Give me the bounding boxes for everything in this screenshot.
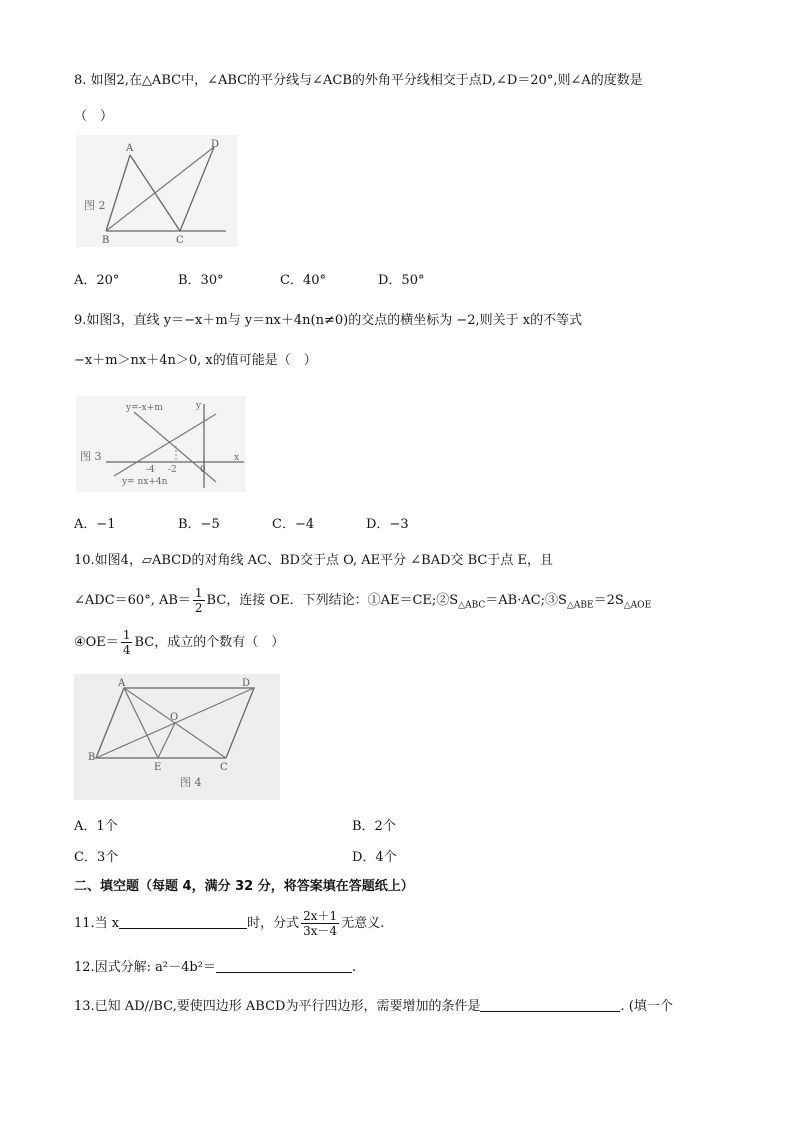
sub-abc: △ABC <box>458 600 486 611</box>
q11-suffix: 无意义. <box>341 916 385 931</box>
q10-option-a[interactable]: A．1个 <box>74 819 118 834</box>
q13-answer-blank[interactable] <box>480 997 620 1012</box>
q10-stem2 <box>74 586 651 621</box>
q9-option-d[interactable]: D．−3 <box>366 517 409 532</box>
label-O: O <box>170 712 179 723</box>
q11-prefix: 11.当 x <box>74 916 120 931</box>
q12-prefix: 12.因式分解: a²－4b²＝ <box>74 960 216 975</box>
tick-minus4: -4 <box>146 465 155 475</box>
q10-option-c[interactable]: C．3个 <box>74 850 119 865</box>
q9-stem: 9.如图3，直线 y＝−x＋m与 y＝nx＋4n(n≠0)的交点的横坐标为 −2,则关于 x的不等式 <box>74 313 583 328</box>
q10-stem2-a: ∠ADC＝60°, AB＝ <box>74 593 191 608</box>
label-D: D <box>211 139 220 150</box>
figure-2 <box>76 135 238 247</box>
tick-origin: 0 <box>200 465 206 475</box>
q10-stem3 <box>74 628 284 658</box>
q10-stem2-c: ＝AB·AC;③S <box>485 593 567 608</box>
figure-3-caption: 图 3 <box>80 450 102 463</box>
q8-option-c[interactable]: C．40° <box>280 273 326 288</box>
q9-option-c[interactable]: C．−4 <box>272 517 315 532</box>
figure-3 <box>76 396 246 492</box>
figure-2-caption: 图 2 <box>84 199 106 212</box>
label-A: A <box>118 678 126 689</box>
figure-4-caption: 图 4 <box>180 776 202 789</box>
q13-prefix: 13.已知 AD//BC,要使四边形 ABCD为平行四边形，需要增加的条件是 <box>74 999 481 1014</box>
label-A: A <box>126 143 134 154</box>
label-B: B <box>102 235 110 246</box>
figure-4-drawing <box>74 674 280 800</box>
figure-4 <box>74 674 280 800</box>
fraction-one-half: $\frac{1}{2}$ <box>194 586 203 615</box>
q10-stem2-b: BC，连接 OE．下列结论：①AE＝CE;②S <box>206 593 459 608</box>
q11-mid: 时，分式 <box>247 916 300 931</box>
section-2-heading: 二、填空题（每题 4，满分 32 分，将答案填在答题纸上） <box>74 879 414 894</box>
fraction-one-quarter: $\frac{1}{4}$ <box>122 628 131 657</box>
q10-option-d[interactable]: D．4个 <box>352 850 397 865</box>
q13-suffix: . (填一个 <box>620 999 673 1014</box>
q10-stem2-d: ＝2S <box>593 593 624 608</box>
q8-option-b[interactable]: B．30° <box>178 273 224 288</box>
q12-answer-blank[interactable] <box>216 958 352 973</box>
label-B: B <box>88 752 96 763</box>
label-axis-y: y <box>196 401 202 411</box>
q10-stem: 10.如图4，▱ABCD的对角线 AC、BD交于点 O, AE平分 ∠BAD交 BC于点 E，且 <box>74 553 553 568</box>
label-line2: y= nx+4n <box>122 477 168 487</box>
q12-suffix: . <box>351 960 357 975</box>
label-line1: y=-x+m <box>126 403 163 413</box>
fraction-expression: $\frac{2x+1}{3x-4}$ <box>303 909 338 938</box>
q11-answer-blank[interactable] <box>119 914 247 929</box>
figure-3-drawing <box>76 396 246 492</box>
label-C: C <box>220 762 228 773</box>
label-axis-x: x <box>234 453 240 463</box>
label-C: C <box>176 235 184 246</box>
q10-stem3-a: ④OE＝ <box>74 635 119 650</box>
label-D: D <box>242 678 251 689</box>
q8-paren: （ ） <box>74 109 114 124</box>
sub-aoe: △AOE <box>623 600 652 611</box>
q13 <box>74 997 673 1016</box>
q10-stem3-b: BC，成立的个数有（ ） <box>134 635 285 650</box>
tick-minus2: -2 <box>168 465 177 475</box>
figure-2-drawing <box>76 135 238 247</box>
q9-option-a[interactable]: A．−1 <box>74 517 116 532</box>
q10-option-b[interactable]: B．2个 <box>352 819 396 834</box>
q11 <box>74 906 384 942</box>
q8-option-a[interactable]: A．20° <box>74 273 120 288</box>
sub-abe: △ABE <box>566 600 594 611</box>
q12 <box>74 958 356 977</box>
label-E: E <box>154 762 162 773</box>
q9-option-b[interactable]: B．−5 <box>178 517 220 532</box>
q8-stem: 8. 如图2,在△ABC中，∠ABC的平分线与∠ACB的外角平分线相交于点D,∠D＝20°,则∠A的度数是 <box>74 73 643 88</box>
q8-option-d[interactable]: D．50° <box>378 273 425 288</box>
q9-stem2: −x＋m＞nx＋4n＞0, x的值可能是（ ） <box>74 353 317 368</box>
